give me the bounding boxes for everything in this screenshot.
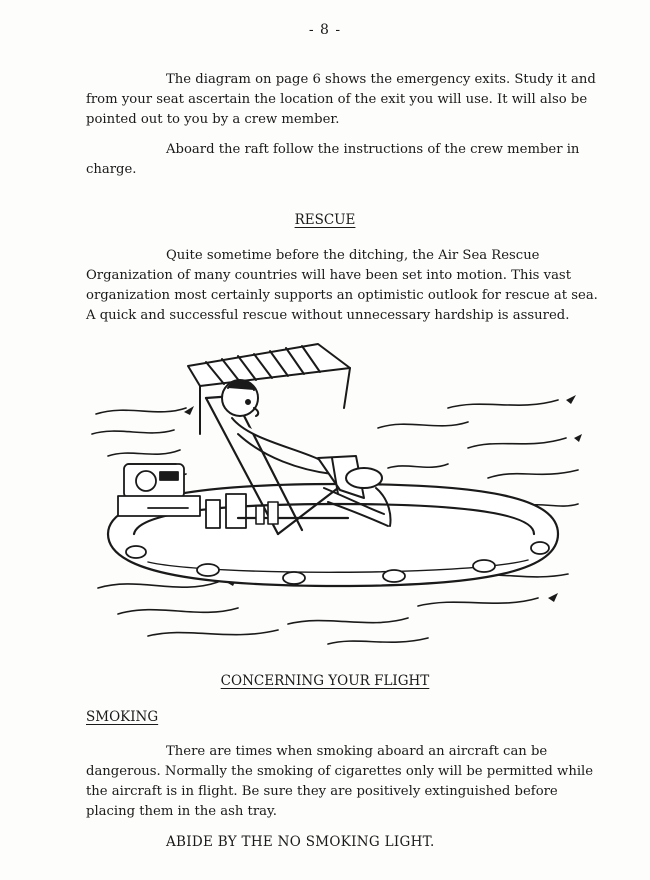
rescue-heading: RESCUE — [294, 212, 356, 228]
page-number: - 8 - — [308, 22, 342, 38]
smoking-heading: SMOKING — [86, 709, 159, 725]
raft-cartoon-illustration — [88, 338, 588, 660]
raft-cartoon-drawing — [88, 338, 588, 660]
smoking-paragraph: There are times when smoking aboard an aircraft can be dangerous. Normally the smoking of cigarettes only will be permitted while the aircraft is in flight. Be sure they are positively extinguished before placing them in the ash tray. — [86, 744, 594, 819]
concerning-your-flight-heading: CONCERNING YOUR FLIGHT — [220, 673, 430, 689]
exits-paragraph: The diagram on page 6 shows the emergency exits. Study it and from your seat ascertain the location of the exit you will use. It will also be pointed out to you by a crew member. — [86, 72, 596, 127]
no-smoking-notice: ABIDE BY THE NO SMOKING LIGHT. — [166, 834, 435, 850]
rescue-paragraph: Quite sometime before the ditching, the Air Sea Rescue Organization of many countries will have been set into motion. This vast organization most certainly supports an optimistic outlook for rescue at sea. A quick and successful rescue without unnecessary hardship is assured. — [86, 248, 598, 323]
raft-instructions-paragraph: Aboard the raft follow the instructions of the crew member in charge. — [86, 142, 580, 177]
